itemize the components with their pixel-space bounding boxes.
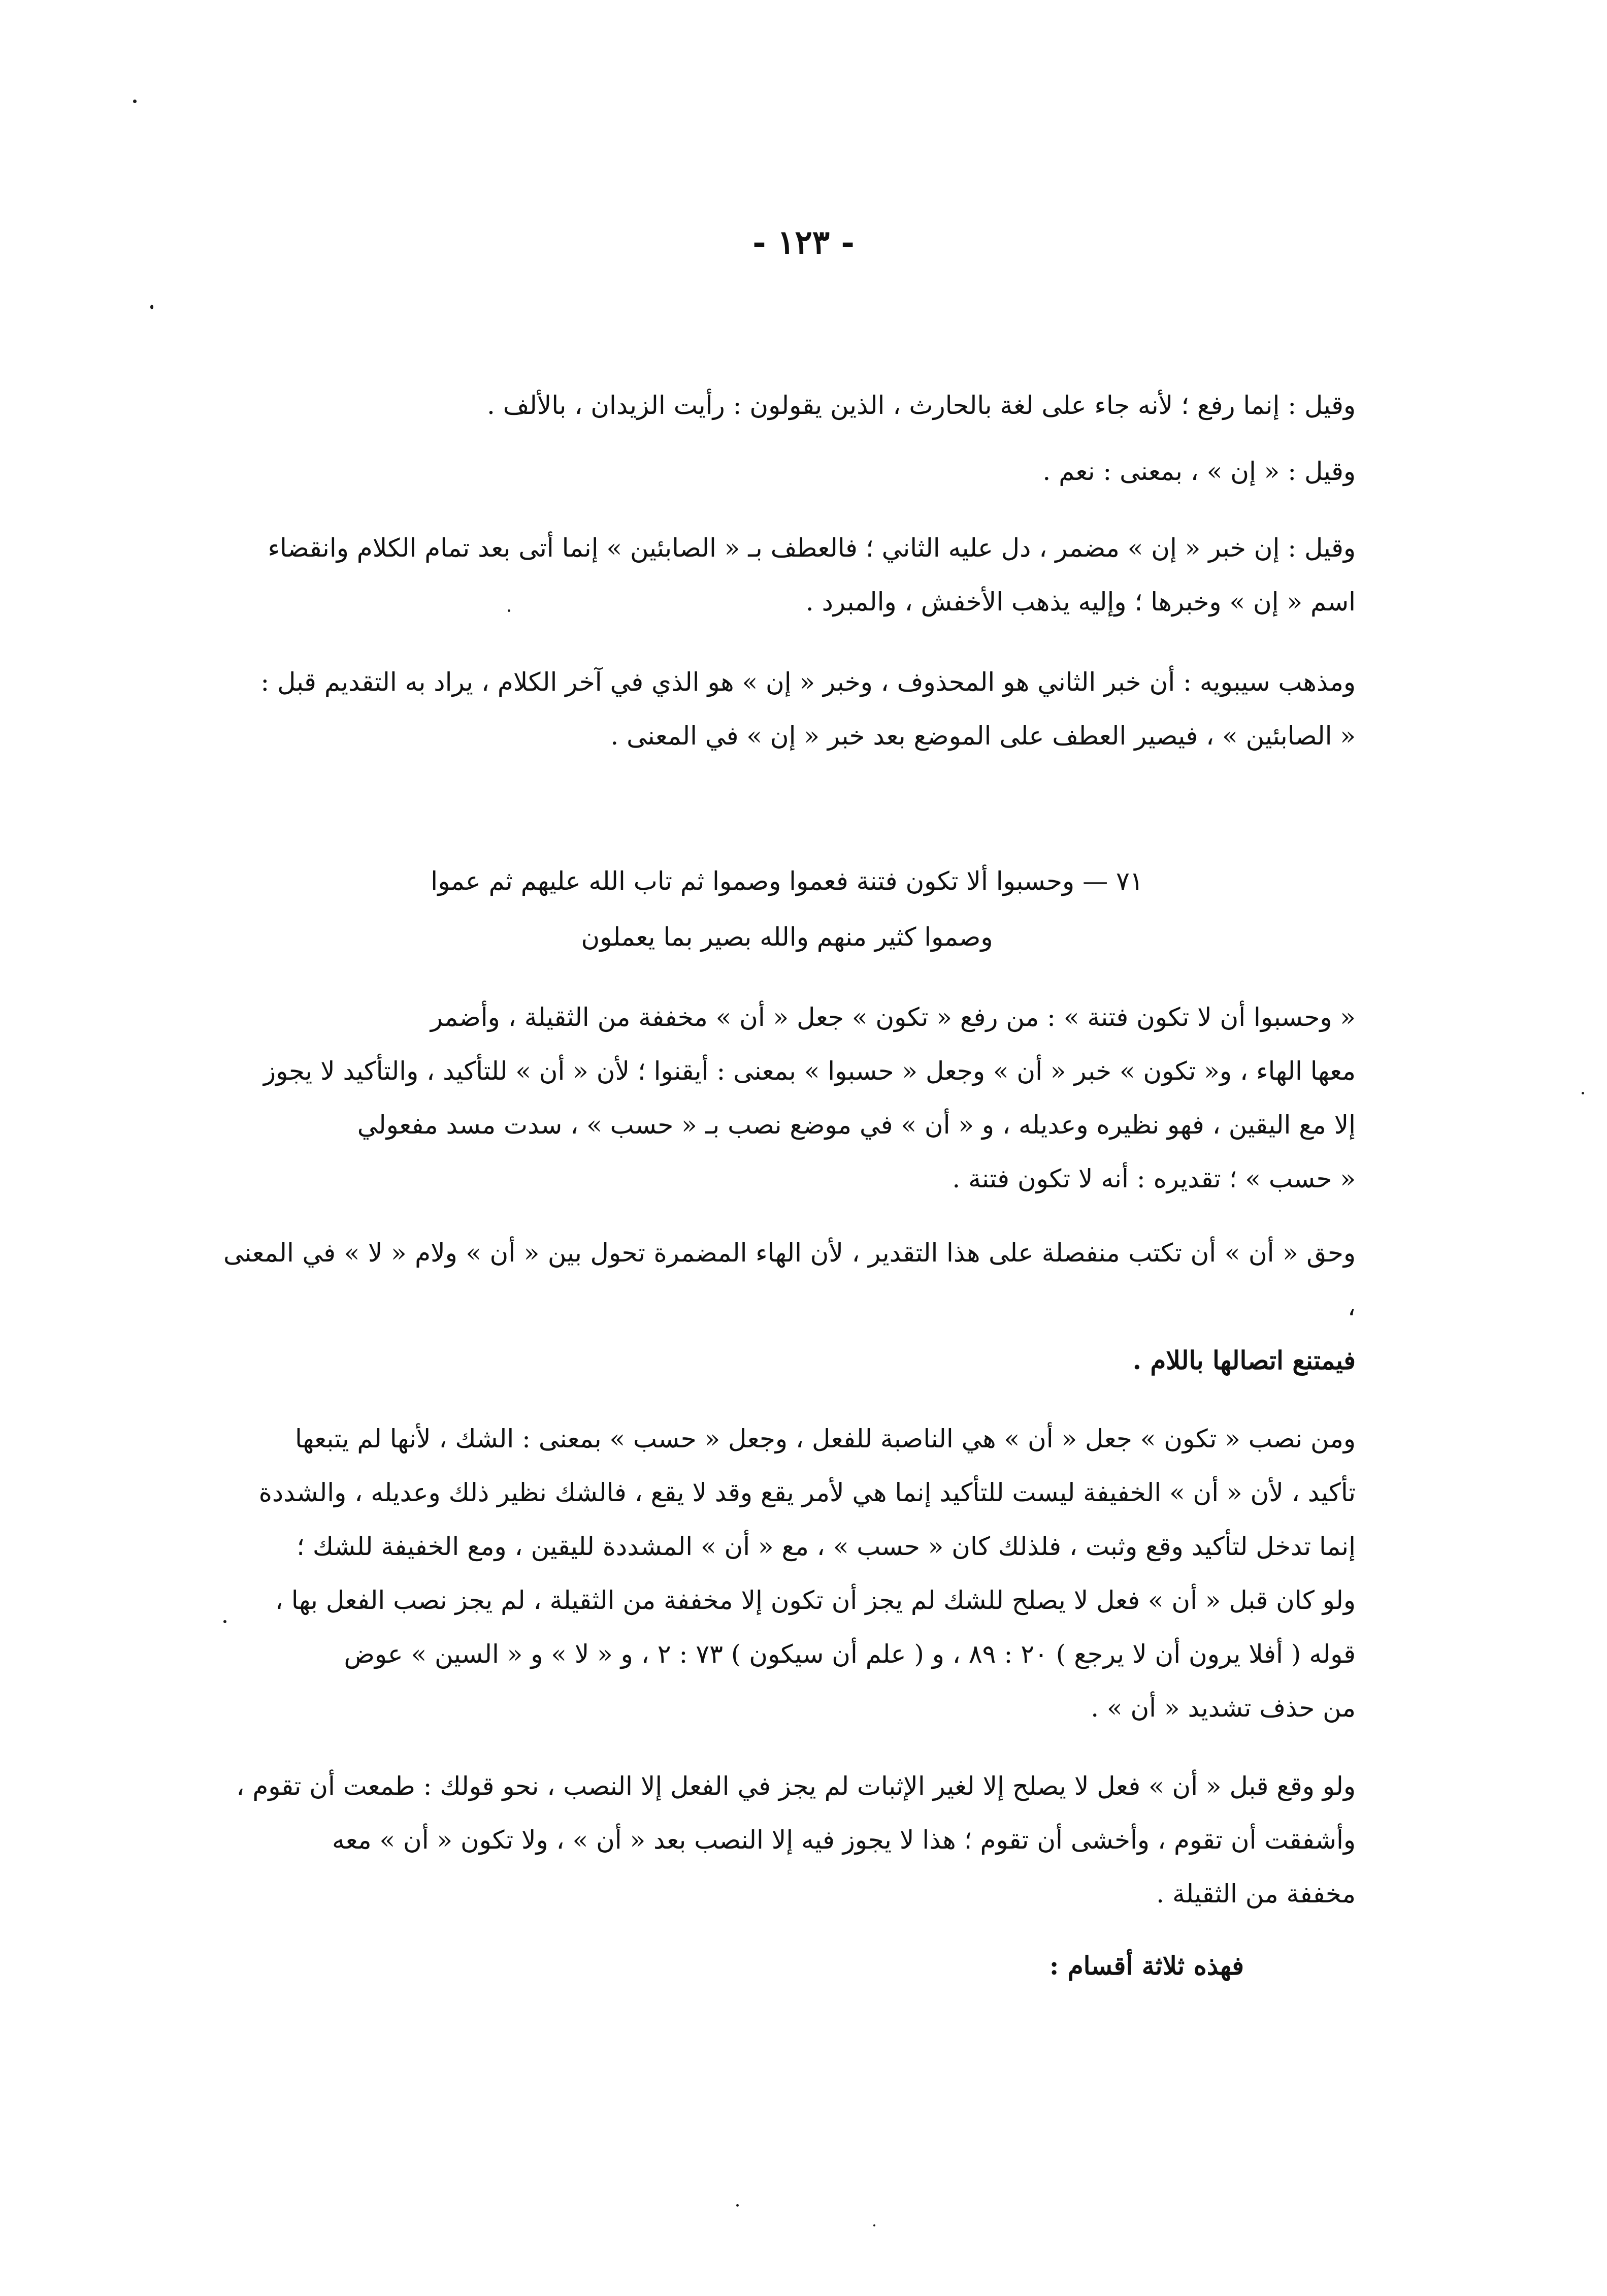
text-line: ولو وقع قبل « أن » فعل لا يصلح إلا لغير الإثبات لم يجز في الفعل إلا النصب ، نحو قولك : طمعت أن تقوم ، — [236, 1771, 1356, 1801]
text-line: اسم « إن » وخبرها ؛ وإليه يذهب الأخفش ، والمبرد . — [805, 587, 1356, 617]
paragraph-7 — [223, 1412, 1356, 1735]
paragraph-2 — [223, 444, 1356, 498]
text-line: ولو كان قبل « أن » فعل لا يصلح للشك لم يجز أن تكون إلا مخففة من الثقيلة ، لم يجز نصب الفعل بها ، — [275, 1586, 1356, 1615]
paragraph-3 — [223, 521, 1356, 629]
scan-speck — [150, 305, 153, 309]
text-block-2 — [223, 990, 1356, 1993]
page-number: - ١٢٣ - — [752, 223, 855, 262]
paragraph-6 — [223, 1226, 1356, 1387]
text-line: وقيل : إن خبر « إن » مضمر ، دل عليه الثاني ؛ فالعطف بـ « الصابئين » إنما أتى بعد تمام الكلام وانقضاء — [268, 533, 1356, 563]
text-line: تأكيد ، لأن « أن » الخفيفة ليست للتأكيد إنما هي لأمر يقع وقد لا يقع ، فالشك نظير ذلك وعديله ، والشددة — [258, 1478, 1356, 1507]
text-line: مخففة من الثقيلة . — [1156, 1879, 1356, 1909]
scan-speck — [736, 2204, 739, 2207]
paragraph-4 — [223, 655, 1356, 763]
text-line: وأشفقت أن تقوم ، وأخشى أن تقوم ؛ هذا لا يجوز فيه إلا النصب بعد « أن » ، ولا تكون « أن » معه — [332, 1825, 1356, 1855]
text-line: ومذهب سيبويه : أن خبر الثاني هو المحذوف ، وخبر « إن » هو الذي في آخر الكلام ، يراد به التقديم قبل : — [260, 667, 1356, 697]
scan-speck — [873, 2224, 875, 2226]
text-line: وقيل : إنما رفع ؛ لأنه جاء على لغة بالحارث ، الذين يقولون : رأيت الزيدان ، بالألف . — [486, 391, 1356, 420]
text-line: « الصابئين » ، فيصير العطف على الموضع بعد خبر « إن » في المعنى . — [610, 721, 1356, 751]
text-line: وقيل : « إن » ، بمعنى : نعم . — [1042, 457, 1356, 486]
paragraph-9 — [223, 1939, 1356, 1993]
text-line: « حسب » ؛ تقديره : أنه لا تكون فتنة . — [952, 1164, 1356, 1193]
scan-speck — [133, 100, 137, 103]
text-line: وحق « أن » أن تكتب منفصلة على هذا التقدير ، لأن الهاء المضمرة تحول بين « أن » ولام « لا » في المعنى ، — [223, 1238, 1356, 1321]
text-line: ومن نصب « تكون » جعل « أن » هي الناصبة للفعل ، وجعل « حسب » بمعنى : الشك ، لأنها لم يتبعها — [294, 1424, 1356, 1453]
quranic-verse — [355, 853, 1219, 965]
text-line: من حذف تشديد « أن » . — [1091, 1693, 1356, 1723]
text-line: فهذه ثلاثة أقسام : — [1049, 1951, 1244, 1981]
text-line: معها الهاء ، و« تكون » خبر « أن » وجعل « حسبوا » بمعنى : أيقنوا ؛ لأن « أن » للتأكيد ، والتأكيد لا يجوز — [264, 1056, 1356, 1086]
verse-line: ٧١ — وحسبوا ألا تكون فتنة فعموا وصموا ثم تاب الله عليهم ثم عموا — [431, 866, 1143, 896]
text-line: إنما تدخل لتأكيد وقع وثبت ، فلذلك كان « حسب » ، مع « أن » المشددة لليقين ، ومع الخفيفة للشك ؛ — [297, 1532, 1356, 1561]
text-line: فيمتنع اتصالها باللام . — [1132, 1345, 1356, 1375]
text-line: قوله ( أفلا يرون أن لا يرجع ) ٢٠ : ٨٩ ، و ( علم أن سيكون ) ٧٣ : ٢ ، و « لا » و « السين » عوض — [344, 1639, 1356, 1669]
text-line: « وحسبوا أن لا تكون فتنة » : من رفع « تكون » جعل « أن » مخففة من الثقيلة ، وأضمر — [430, 1003, 1356, 1032]
paragraph-5 — [223, 990, 1356, 1206]
verse-line: وصموا كثير منهم والله بصير بما يعملون — [581, 922, 993, 952]
scan-speck — [1582, 1092, 1584, 1094]
text-line: إلا مع اليقين ، فهو نظيره وعديله ، و « أن » في موضع نصب بـ « حسب » ، سدت مسد مفعولي — [357, 1110, 1356, 1140]
text-block-1 — [223, 378, 1356, 763]
paragraph-8 — [223, 1759, 1356, 1921]
paragraph-1 — [223, 378, 1356, 432]
